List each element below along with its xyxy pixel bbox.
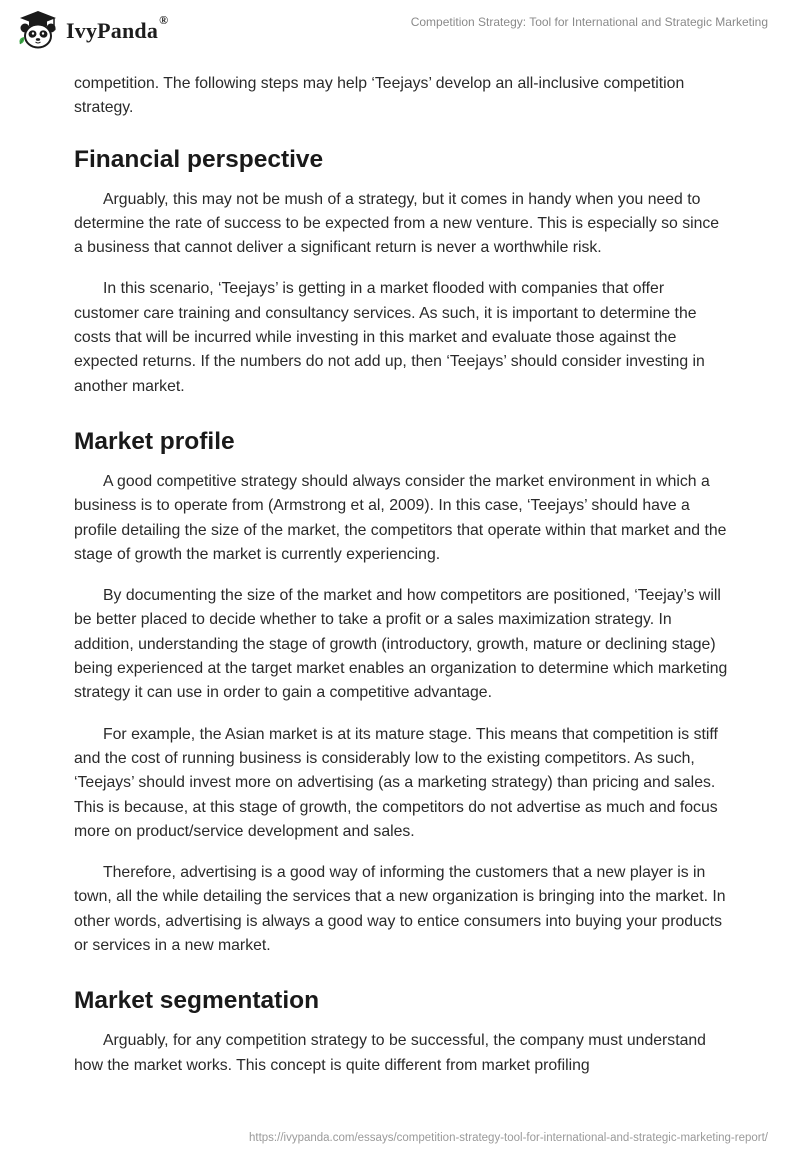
document-title: Competition Strategy: Tool for International and Strategic Marketing [410, 15, 768, 29]
section-heading-market-segmentation: Market segmentation [74, 987, 320, 1015]
brand-name: IvyPanda® [66, 12, 169, 43]
paragraph: In this scenario, ‘Teejays’ is getting in a market flooded with companies that offer customer care training and consultancy services. As such, it is important to determine the costs that will be incurred while investing in this market and evaluate those against the expected returns. If the numbers do not add up, then ‘Teejays’ should consider investing in another market. [74, 280, 705, 395]
panda-mascot-icon [16, 8, 60, 52]
intro-paragraph: competition. The following steps may help ‘Teejays’ develop an all-inclusive competition strategy. [74, 75, 685, 117]
paragraph: A good competitive strategy should always consider the market environment in which a business is to operate from (Armstrong et al, 2009). In this case, ‘Teejays’ should have a profile detailing the size of the market, the competitors that operate within that market and the stage of growth the market is currently experiencing. [74, 472, 727, 563]
ivypanda-logo[interactable] [16, 8, 168, 52]
trademark-symbol: ® [159, 12, 169, 27]
paragraph: By documenting the size of the market and how competitors are positioned, ‘Teejay’s will be better placed to decide whether to take a profit or a sales maximization strategy. In addition, understanding the stage of growth (introductory, growth, mature or declining stage) being experienced at the target market enables an organization to determine which marketing strategy it can use in order to gain a competitive advantage. [74, 587, 728, 702]
paragraph: Therefore, advertising is a good way of informing the customers that a new player is in town, all the while detailing the services that a new organization is bringing into the market. In other words, advertising is always a good way to entice consumers into buying your products or services in a new market. [74, 864, 726, 955]
essay-content [74, 72, 728, 1095]
section-heading-financial-perspective: Financial perspective [74, 145, 324, 173]
paragraph: For example, the Asian market is at its mature stage. This means that competition is stiff and the cost of running business is considerably low to the existing competitors. As such, ‘Teejays’ should invest more on advertising (as a marketing strategy) than pricing and sales. This is because, at this stage of growth, the competitors do not advertise as much and focus more on product/service development and sales. [74, 725, 718, 840]
paragraph: Arguably, this may not be mush of a strategy, but it comes in handy when you need to determine the rate of success to be expected from a new venture. This is especially so since a business that cannot deliver a significant return is never a worthwhile risk. [74, 190, 720, 257]
page-header [0, 0, 800, 66]
source-url[interactable]: https://ivypanda.com/essays/competition-strategy-tool-for-international-and-strategic-marketing-report/ [249, 1132, 768, 1144]
section-heading-market-profile: Market profile [74, 427, 235, 455]
paragraph: Arguably, for any competition strategy to be successful, the company must understand how the market works. This concept is quite different from market profiling [74, 1032, 706, 1074]
